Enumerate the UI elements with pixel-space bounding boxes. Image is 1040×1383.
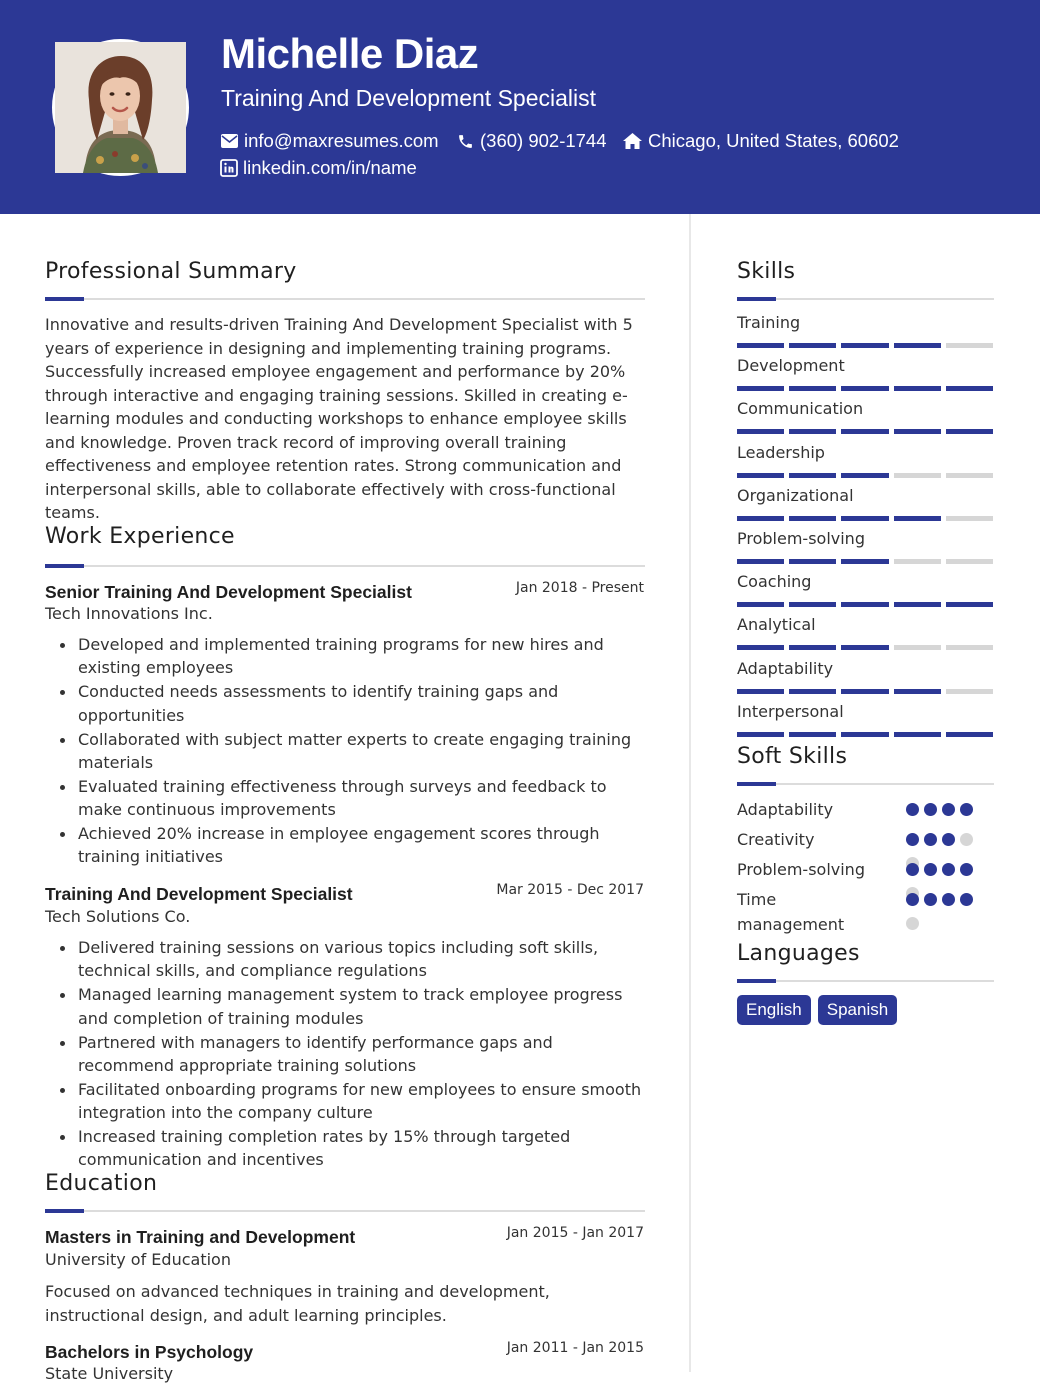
soft-skill-dot [942,833,955,846]
soft-skill-dots-overflow [906,917,919,930]
skill-level-segment [789,343,836,348]
summary-rule [45,298,645,300]
linkedin-text: linkedin.com/in/name [243,157,417,178]
edu-1-description: Focused on advanced techniques in training and development, instructional design, and adult learning principles. [45,1282,550,1325]
skill-level-bar [737,429,993,434]
edu-2-dates: Jan 2011 - Jan 2015 [506,1340,644,1356]
skill-level-segment [946,473,993,478]
language-badge: English [737,995,811,1025]
skill-level-segment [841,559,888,564]
job-2-company: Tech Solutions Co. [45,907,191,926]
soft-skill-dot [924,833,937,846]
skill-level-segment [789,473,836,478]
soft-skill-dot [906,917,919,930]
skill-level-segment [894,602,941,607]
skill-level-segment [789,602,836,607]
skills-heading: Skills [737,259,796,284]
soft-skill-dot [960,863,973,876]
skill-level-segment [946,602,993,607]
skill-level-segment [789,516,836,521]
soft-skill-dot [906,833,919,846]
skill-level-segment [946,429,993,434]
languages-accent [737,979,776,983]
skill-level-segment [894,343,941,348]
list-item: Delivered training sessions on various topics including soft skills, technical skills, and compliance regulations [45,936,645,983]
soft-skill-dot [942,893,955,906]
contact-email[interactable] [221,129,439,153]
skill-level-segment [946,689,993,694]
skill-name: Adaptability [737,658,834,678]
skill-level-segment [946,559,993,564]
skill-name: Leadership [737,442,825,462]
skill-level-segment [737,516,784,521]
envelope-icon [221,134,238,148]
soft-skill-dot [924,893,937,906]
job-1-dates: Jan 2018 - Present [515,580,644,596]
skill-level-segment [894,473,941,478]
experience-accent [45,564,84,568]
skill-level-segment [894,559,941,564]
list-item: Facilitated onboarding programs for new employees to ensure smooth integration into the company culture [45,1078,645,1125]
job-1-title: Senior Training And Development Specialist [45,582,412,602]
edu-1-school: University of Education [45,1250,231,1269]
soft-skill-dot [960,833,973,846]
skill-level-segment [737,602,784,607]
list-item: Partnered with managers to identify performance gaps and recommend appropriate training solutions [45,1031,645,1078]
edu-1-degree: Masters in Training and Development [45,1227,356,1247]
location-text: Chicago, United States, 60602 [648,130,899,151]
skill-level-segment [737,559,784,564]
skill-level-bar [737,516,993,521]
job-1-company: Tech Innovations Inc. [45,604,213,623]
soft-skill-dot [960,893,973,906]
edu-2-school: State University [45,1364,174,1383]
soft-skill-dot [906,893,919,906]
skill-level-bar [737,343,993,348]
edu-1-dates: Jan 2015 - Jan 2017 [506,1225,644,1241]
list-item: Evaluated training effectiveness through surveys and feedback to make continuous improvements [45,775,645,822]
avatar [52,39,189,176]
language-badge: Spanish [818,995,897,1025]
list-item: Increased training completion rates by 15% through targeted communication and incentives [45,1125,645,1172]
skill-level-segment [946,343,993,348]
skill-level-segment [789,559,836,564]
job-2-title: Training And Development Specialist [45,884,353,904]
skill-level-segment [789,689,836,694]
skill-level-segment [789,429,836,434]
education-heading: Education [45,1171,158,1196]
skill-level-bar [737,732,993,737]
soft-skill-dot [906,803,919,816]
skills-accent [737,297,776,301]
home-icon [623,133,642,149]
resume-header [0,0,1040,214]
skill-level-segment [841,429,888,434]
email-text: info@maxresumes.com [244,130,439,151]
skill-level-segment [789,386,836,391]
education-rule [45,1210,645,1212]
soft-skill-name: Creativity [737,830,815,849]
candidate-name: Michelle Diaz [221,30,479,77]
soft-skill-dots [906,893,973,906]
skill-level-segment [737,732,784,737]
skill-name: Interpersonal [737,701,844,721]
soft-skill-dots [906,803,973,816]
soft-skill-dot [906,863,919,876]
list-item: Conducted needs assessments to identify training gaps and opportunities [45,680,645,727]
skill-level-segment [894,645,941,650]
soft-skill-dot [924,863,937,876]
job-2-bullets [45,936,645,1172]
phone-icon [457,133,474,150]
skill-name: Development [737,356,845,376]
candidate-title: Training And Development Specialist [221,85,597,111]
experience-heading: Work Experience [45,524,235,549]
skill-level-segment [789,645,836,650]
skill-level-segment [737,645,784,650]
skill-level-segment [737,473,784,478]
skill-name: Problem-solving [737,529,865,548]
contact-phone[interactable] [457,129,607,153]
soft-skills-heading: Soft Skills [737,744,848,769]
soft-skill-dot [942,863,955,876]
phone-text: (360) 902-1744 [480,130,607,151]
skill-level-segment [841,516,888,521]
skill-level-segment [894,516,941,521]
column-divider [689,214,691,1372]
skill-level-segment [789,732,836,737]
skill-name: Communication [737,399,864,419]
skill-level-bar [737,559,993,564]
skill-level-segment [894,732,941,737]
skill-level-segment [737,689,784,694]
contact-location [623,129,899,153]
linkedin-icon [221,160,237,176]
skill-level-segment [841,386,888,391]
experience-rule [45,565,645,567]
contact-linkedin[interactable] [221,156,417,180]
education-accent [45,1209,84,1213]
skill-level-segment [946,516,993,521]
skill-level-segment [737,386,784,391]
skill-level-segment [841,645,888,650]
languages-list [737,995,897,1025]
skill-level-segment [894,429,941,434]
skill-level-segment [841,689,888,694]
skill-level-segment [841,473,888,478]
soft-skill-dot [924,803,937,816]
skill-name: Coaching [737,572,812,592]
skill-level-segment [841,343,888,348]
summary-text: Innovative and results-driven Training And Development Specialist with 5 years of experience in designing and implementing training programs. Successfully increased employee engagement and performance by 20% through interactive and engaging training sessions. Skilled in creating e-learning modules and conducting workshops to enhance employee skills and knowledge. Proven track record of improving overall training effectiveness and employee retention rates. Strong communication and interpersonal skills, able to collaborate effectively with cross-functional teams. [45,315,633,522]
skill-name: Training [737,313,801,332]
skill-level-segment [737,429,784,434]
soft-skill-dot [942,803,955,816]
list-item: Developed and implemented training programs for new hires and existing employees [45,633,645,680]
list-item: Collaborated with subject matter experts to create engaging training materials [45,728,645,775]
skill-level-bar [737,473,993,478]
job-2-dates: Mar 2015 - Dec 2017 [496,882,644,898]
list-item: Managed learning management system to track employee progress and completion of training modules [45,983,645,1030]
skill-level-bar [737,645,993,650]
skill-level-bar [737,602,993,607]
skill-level-segment [946,732,993,737]
soft-skill-name: Problem-solving [737,860,865,879]
skill-level-segment [946,645,993,650]
soft-skill-name: Time management [737,890,845,934]
skill-name: Organizational [737,485,854,505]
skill-level-segment [894,386,941,391]
skill-name: Analytical [737,615,816,635]
soft-skill-dots [906,833,973,846]
skill-level-segment [737,343,784,348]
skill-level-segment [894,689,941,694]
edu-2-degree: Bachelors in Psychology [45,1342,254,1362]
skill-level-segment [841,602,888,607]
skill-level-segment [841,732,888,737]
list-item: Achieved 20% increase in employee engagement scores through training initiatives [45,822,645,869]
languages-heading: Languages [737,941,860,966]
soft-skill-dot [960,803,973,816]
summary-heading: Professional Summary [45,259,297,284]
skill-level-bar [737,689,993,694]
summary-accent [45,297,84,301]
skill-level-segment [946,386,993,391]
soft-skills-accent [737,782,776,786]
job-1-bullets [45,633,645,869]
skill-level-bar [737,386,993,391]
soft-skill-name: Adaptability [737,800,834,819]
soft-skill-dots [906,863,973,876]
